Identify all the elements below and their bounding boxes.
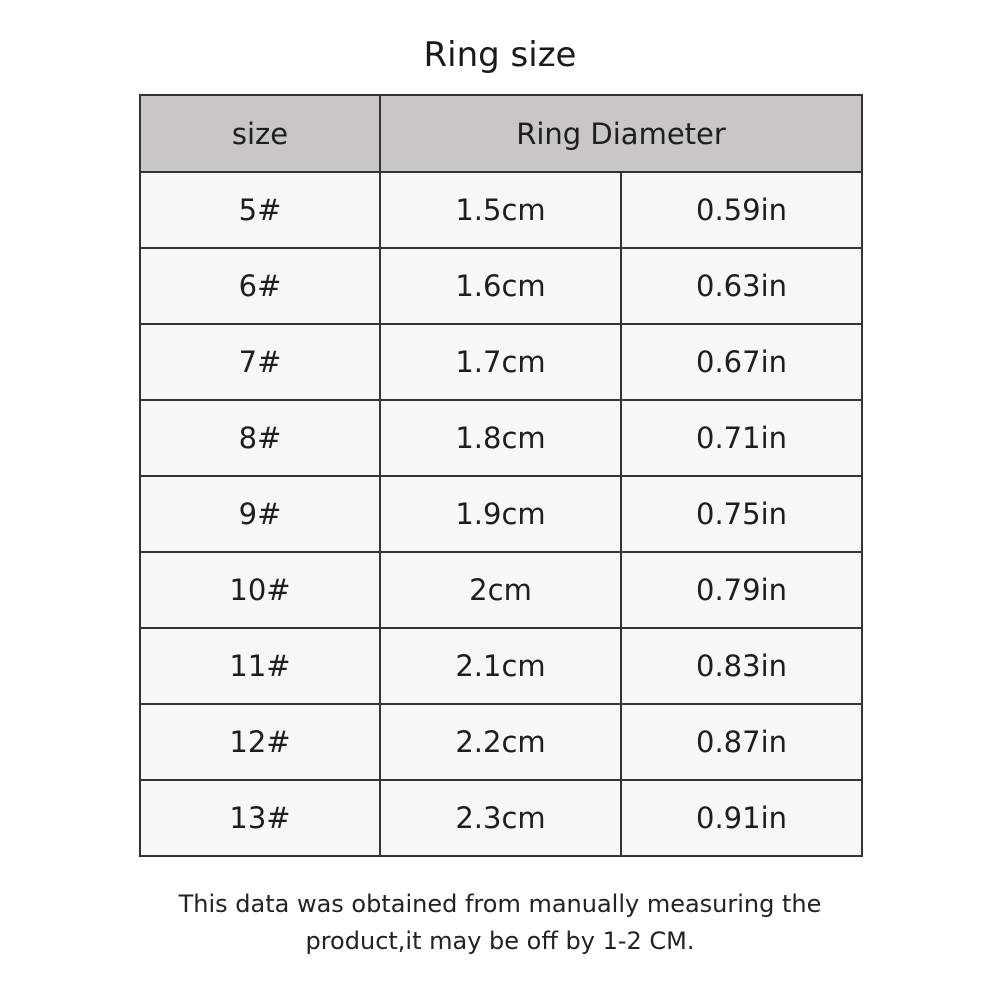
cell-size: 10# <box>140 552 380 628</box>
table-row <box>140 628 862 704</box>
cell-diameter-in: 0.79in <box>621 552 862 628</box>
table-row <box>140 552 862 628</box>
cell-diameter-in: 0.87in <box>621 704 862 780</box>
header-ring-diameter: Ring Diameter <box>380 95 862 172</box>
cell-diameter-in: 0.71in <box>621 400 862 476</box>
table-row <box>140 704 862 780</box>
cell-size: 8# <box>140 400 380 476</box>
cell-diameter-cm: 2.3cm <box>380 780 621 856</box>
cell-diameter-cm: 1.6cm <box>380 248 621 324</box>
table-row <box>140 400 862 476</box>
cell-diameter-in: 0.59in <box>621 172 862 248</box>
cell-diameter-cm: 1.5cm <box>380 172 621 248</box>
cell-diameter-in: 0.67in <box>621 324 862 400</box>
table-row <box>140 324 862 400</box>
cell-size: 6# <box>140 248 380 324</box>
cell-diameter-in: 0.63in <box>621 248 862 324</box>
cell-diameter-cm: 2cm <box>380 552 621 628</box>
table-row <box>140 780 862 856</box>
cell-diameter-in: 0.83in <box>621 628 862 704</box>
cell-size: 12# <box>140 704 380 780</box>
disclaimer-line-1: This data was obtained from manually measuring the <box>178 890 822 918</box>
cell-size: 13# <box>140 780 380 856</box>
cell-size: 9# <box>140 476 380 552</box>
cell-diameter-in: 0.91in <box>621 780 862 856</box>
cell-diameter-cm: 2.1cm <box>380 628 621 704</box>
cell-size: 7# <box>140 324 380 400</box>
cell-diameter-cm: 2.2cm <box>380 704 621 780</box>
cell-diameter-in: 0.75in <box>621 476 862 552</box>
ring-size-table <box>139 94 863 857</box>
header-size: size <box>140 95 380 172</box>
cell-size: 5# <box>140 172 380 248</box>
table-row <box>140 172 862 248</box>
cell-size: 11# <box>140 628 380 704</box>
table-header-row <box>140 95 862 172</box>
page-title: Ring size <box>423 35 577 75</box>
table-row <box>140 476 862 552</box>
table-row <box>140 248 862 324</box>
measurement-disclaimer <box>0 886 1000 960</box>
cell-diameter-cm: 1.7cm <box>380 324 621 400</box>
disclaimer-line-2: product,it may be off by 1-2 CM. <box>305 927 695 955</box>
cell-diameter-cm: 1.8cm <box>380 400 621 476</box>
cell-diameter-cm: 1.9cm <box>380 476 621 552</box>
